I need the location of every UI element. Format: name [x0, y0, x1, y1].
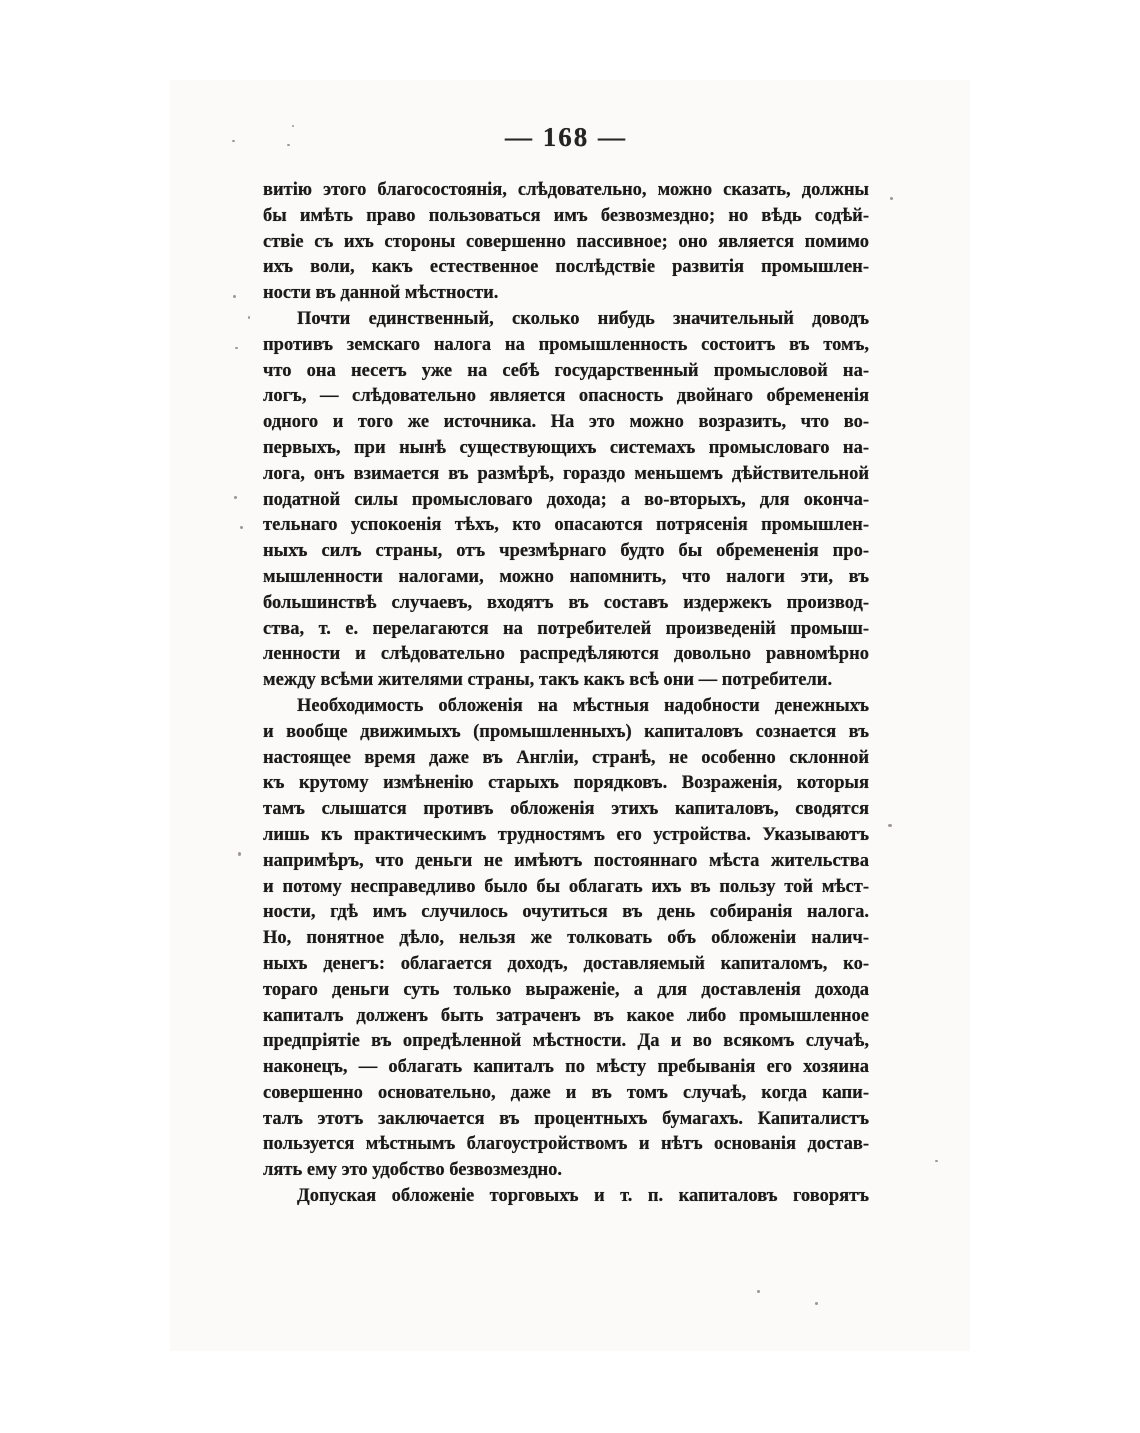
scan-speck — [292, 125, 294, 127]
text-line: ныхъ силъ страны, отъ чрезмѣрнаго будто бы обремененія про- — [263, 541, 869, 562]
text-line: совершенно основательно, даже и въ томъ случаѣ, когда капи- — [263, 1082, 869, 1103]
text-line: и вообще движимыхъ (промышленныхъ) капиталовъ сознается въ — [263, 721, 869, 742]
scan-speck — [248, 316, 250, 319]
text-line: лять ему это удобство безвозмездно. — [263, 1160, 563, 1181]
text-line: тамъ слышатся противъ обложенія этихъ капиталовъ, сводятся — [263, 799, 869, 820]
text-line: Но, понятное дѣло, нельзя же толковать объ обложеніи налич- — [263, 928, 869, 949]
text-line: наконецъ, — облагать капиталъ по мѣсту пребыванія его хозяина — [263, 1057, 869, 1078]
scan-speck — [815, 1302, 818, 1305]
text-line: Необходимость обложенія на мѣстныя надобности денежныхъ — [297, 695, 869, 716]
text-line: ихъ воли, какъ естественное послѣдствіе развитія промышлен- — [263, 257, 869, 278]
paragraph — [263, 1184, 869, 1210]
text-line: ствіе съ ихъ стороны совершенно пассивное; оно является помимо — [263, 231, 869, 252]
text-line: лога, онъ взимается въ размѣрѣ, гораздо меньшемъ дѣйствительной — [263, 463, 869, 484]
text-line: напримѣръ, что деньги не имѣютъ постояннаго мѣста жительства — [263, 850, 869, 871]
text-line: Допуская обложеніе торговыхъ и т. п. капиталовъ говорятъ — [297, 1186, 869, 1207]
text-line: тельнаго успокоенія тѣхъ, кто опасаются потрясенія промышлен- — [263, 515, 869, 536]
scan-speck — [234, 496, 237, 499]
scan-speck — [757, 1290, 760, 1293]
text-line: между всѣми жителями страны, такъ какъ всѣ они — потребители. — [263, 670, 833, 691]
text-block — [263, 178, 869, 1210]
text-line: первыхъ, при нынѣ существующихъ системахъ промысловаго на- — [263, 437, 869, 458]
text-line: ленности и слѣдовательно распредѣляются довольно равномѣрно — [263, 644, 869, 665]
scan-speck — [287, 144, 290, 146]
text-line: противъ земскаго налога на промышленность состоитъ въ томъ, — [263, 334, 869, 355]
scan-speck — [935, 1160, 938, 1162]
text-line: пользуется мѣстнымъ благоустройствомъ и нѣтъ основанія достав- — [263, 1134, 869, 1155]
scan-speck — [235, 347, 238, 349]
text-line: тораго деньги суть только выраженіе, а для доставленія дохода — [263, 979, 869, 1000]
scan-speck — [240, 526, 243, 529]
text-line: предпріятіе въ опредѣленной мѣстности. Да и во всякомъ случаѣ, — [263, 1031, 869, 1052]
page-number: — 168 — — [505, 122, 627, 152]
text-line: ности, гдѣ имъ случилось очутиться въ день собиранія налога. — [263, 902, 869, 923]
text-line: мышленности налогами, можно напомнить, что налоги эти, въ — [263, 566, 869, 587]
text-line: большинствѣ случаевъ, входятъ въ составъ издержекъ производ- — [263, 592, 869, 613]
text-line: ства, т. е. перелагаются на потребителей произведеній промыш- — [263, 618, 869, 639]
paragraph — [263, 307, 869, 694]
paragraph — [263, 178, 869, 307]
text-line: податной силы промысловаго дохода; а во-вторыхъ, для оконча- — [263, 489, 869, 510]
scanned-page — [170, 80, 970, 1351]
text-line: талъ этотъ заключается въ процентныхъ бумагахъ. Капиталистъ — [263, 1108, 869, 1129]
paragraph — [263, 694, 869, 1184]
scan-speck — [890, 197, 893, 200]
text-line: что она несетъ уже на себѣ государственный промысловой на- — [263, 360, 869, 381]
text-line: капиталъ долженъ быть затраченъ въ какое либо промышленное — [263, 1005, 869, 1026]
scan-speck — [888, 824, 892, 827]
text-line: витію этого благосостоянія, слѣдовательно, можно сказать, должны — [263, 180, 869, 200]
text-line: одного и того же источника. На это можно возразить, что во- — [263, 412, 869, 433]
text-line: Почти единственный, сколько нибудь значительный доводъ — [297, 308, 869, 329]
text-line: ныхъ денегъ: облагается доходъ, доставляемый капиталомъ, ко- — [263, 953, 869, 974]
text-line: къ крутому измѣненію старыхъ порядковъ. Возраженія, которыя — [263, 773, 869, 794]
text-line: и потому несправедливо было бы облагать ихъ въ пользу той мѣст- — [263, 876, 869, 897]
text-line: логъ, — слѣдовательно является опасность двойнаго обремененія — [263, 386, 869, 407]
scan-speck — [238, 852, 241, 856]
scan-speck — [233, 295, 236, 298]
text-line: настоящее время даже въ Англіи, странѣ, не особенно склонной — [263, 747, 869, 768]
scan-speck — [232, 140, 235, 142]
text-line: ности въ данной мѣстности. — [263, 283, 499, 304]
text-line: лишь къ практическимъ трудностямъ его устройства. Указываютъ — [263, 824, 869, 845]
text-line: бы имѣть право пользоваться имъ безвозмездно; но вѣдь содѣй- — [263, 205, 869, 226]
